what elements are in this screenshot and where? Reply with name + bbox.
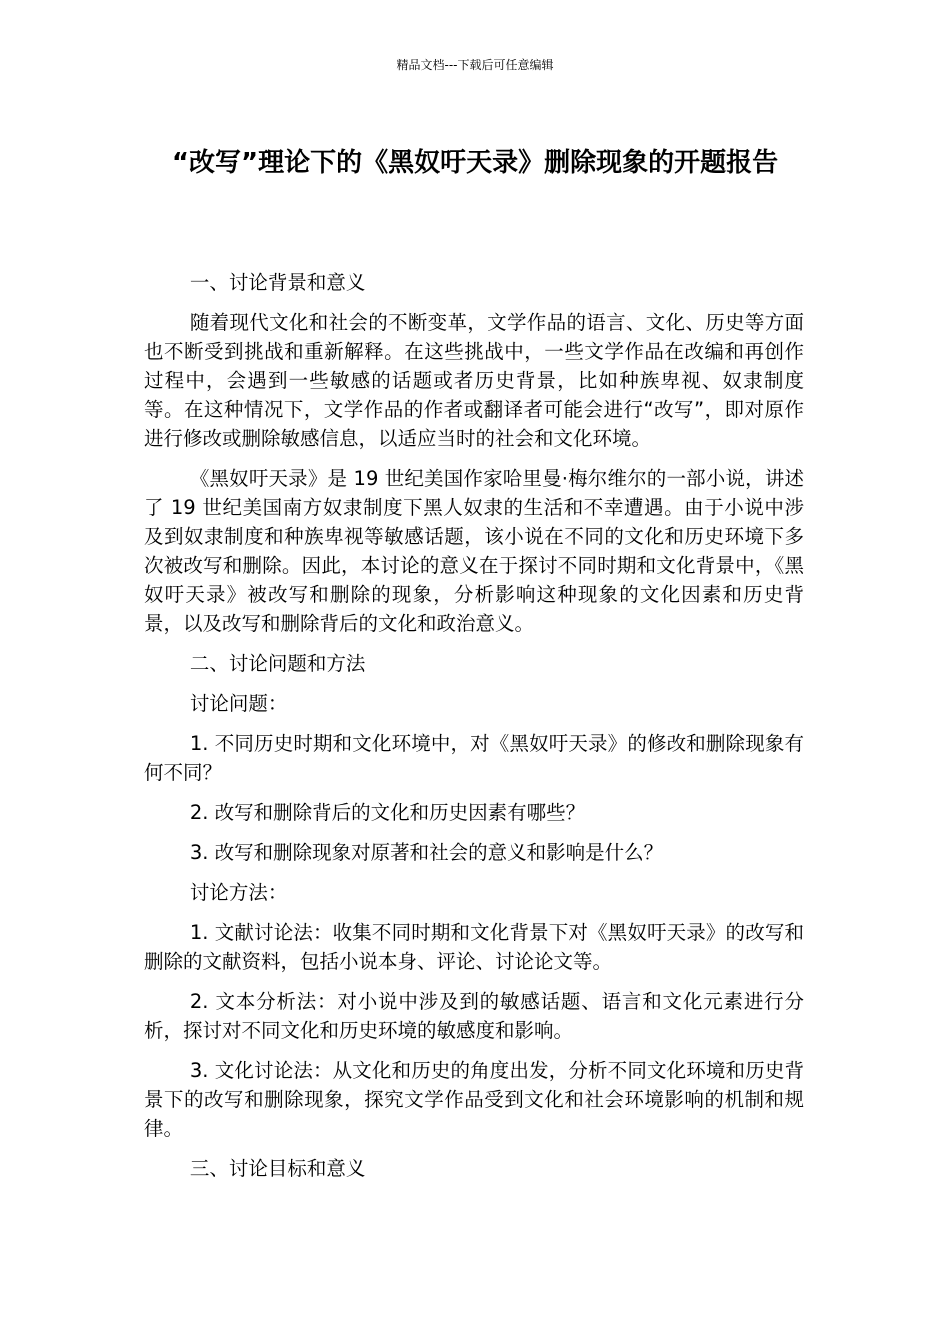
question-item-1: 1. 不同历史时期和文化环境中，对《黑奴吁天录》的修改和删除现象有何不同？ <box>144 732 804 784</box>
question-item-2: 2. 改写和删除背后的文化和历史因素有哪些？ <box>189 801 586 824</box>
method-item-2: 2. 文本分析法：对小说中涉及到的敏感话题、语言和文化元素进行分析，探讨对不同文化和历史环境的敏感度和影响。 <box>144 990 804 1042</box>
method-item-1: 1. 文献讨论法：收集不同时期和文化背景下对《黑奴吁天录》的改写和删除的文献资料，包括小说本身、评论、讨论论文等。 <box>144 921 804 973</box>
section-heading-background: 一、讨论背景和意义 <box>189 271 366 294</box>
section-heading-goals: 三、讨论目标和意义 <box>189 1157 366 1180</box>
subheading-methods: 讨论方法： <box>189 881 288 904</box>
document-title: “改写”理论下的《黑奴吁天录》删除现象的开题报告 <box>171 148 779 178</box>
subheading-questions: 讨论问题： <box>189 692 288 715</box>
page-header: 精品文档---下载后可任意编辑 <box>396 58 554 72</box>
paragraph-background-1: 随着现代文化和社会的不断变革，文学作品的语言、文化、历史等方面也不断受到挑战和重新解释。在这些挑战中，一些文学作品在改编和再创作过程中，会遇到一些敏感的话题或者历史背景，比如种族卑视、奴隶制度等。在这种情况下，文学作品的作者或翻译者可能会进行“改写”，即对原作进行修改或删除敏感信息，以适应当时的社会和文化环境。 <box>144 311 804 450</box>
method-item-3: 3. 文化讨论法：从文化和历史的角度出发，分析不同文化环境和历史背景下的改写和删除现象，探究文学作品受到文化和社会环境影响的机制和规律。 <box>144 1059 804 1140</box>
document-body <box>144 268 804 1194</box>
paragraph-background-2: 《黑奴吁天录》是 19 世纪美国作家哈里曼·梅尔维尔的一部小说，讲述了 19 世纪美国南方奴隶制度下黑人奴隶的生活和不幸遭遇。由于小说中涉及到奴隶制度和种族卑视等敏感话题，该小说在不同的文化和历史环境下多次被改写和删除。因此，本讨论的意义在于探讨不同时期和文化背景中，《黑奴吁天录》被改写和删除的现象，分析影响这种现象的文化因素和历史背景，以及改写和删除背后的文化和政治意义。 <box>144 467 804 635</box>
question-item-3: 3. 改写和删除现象对原著和社会的意义和影响是什么？ <box>189 841 664 864</box>
section-heading-questions-methods: 二、讨论问题和方法 <box>189 652 366 675</box>
